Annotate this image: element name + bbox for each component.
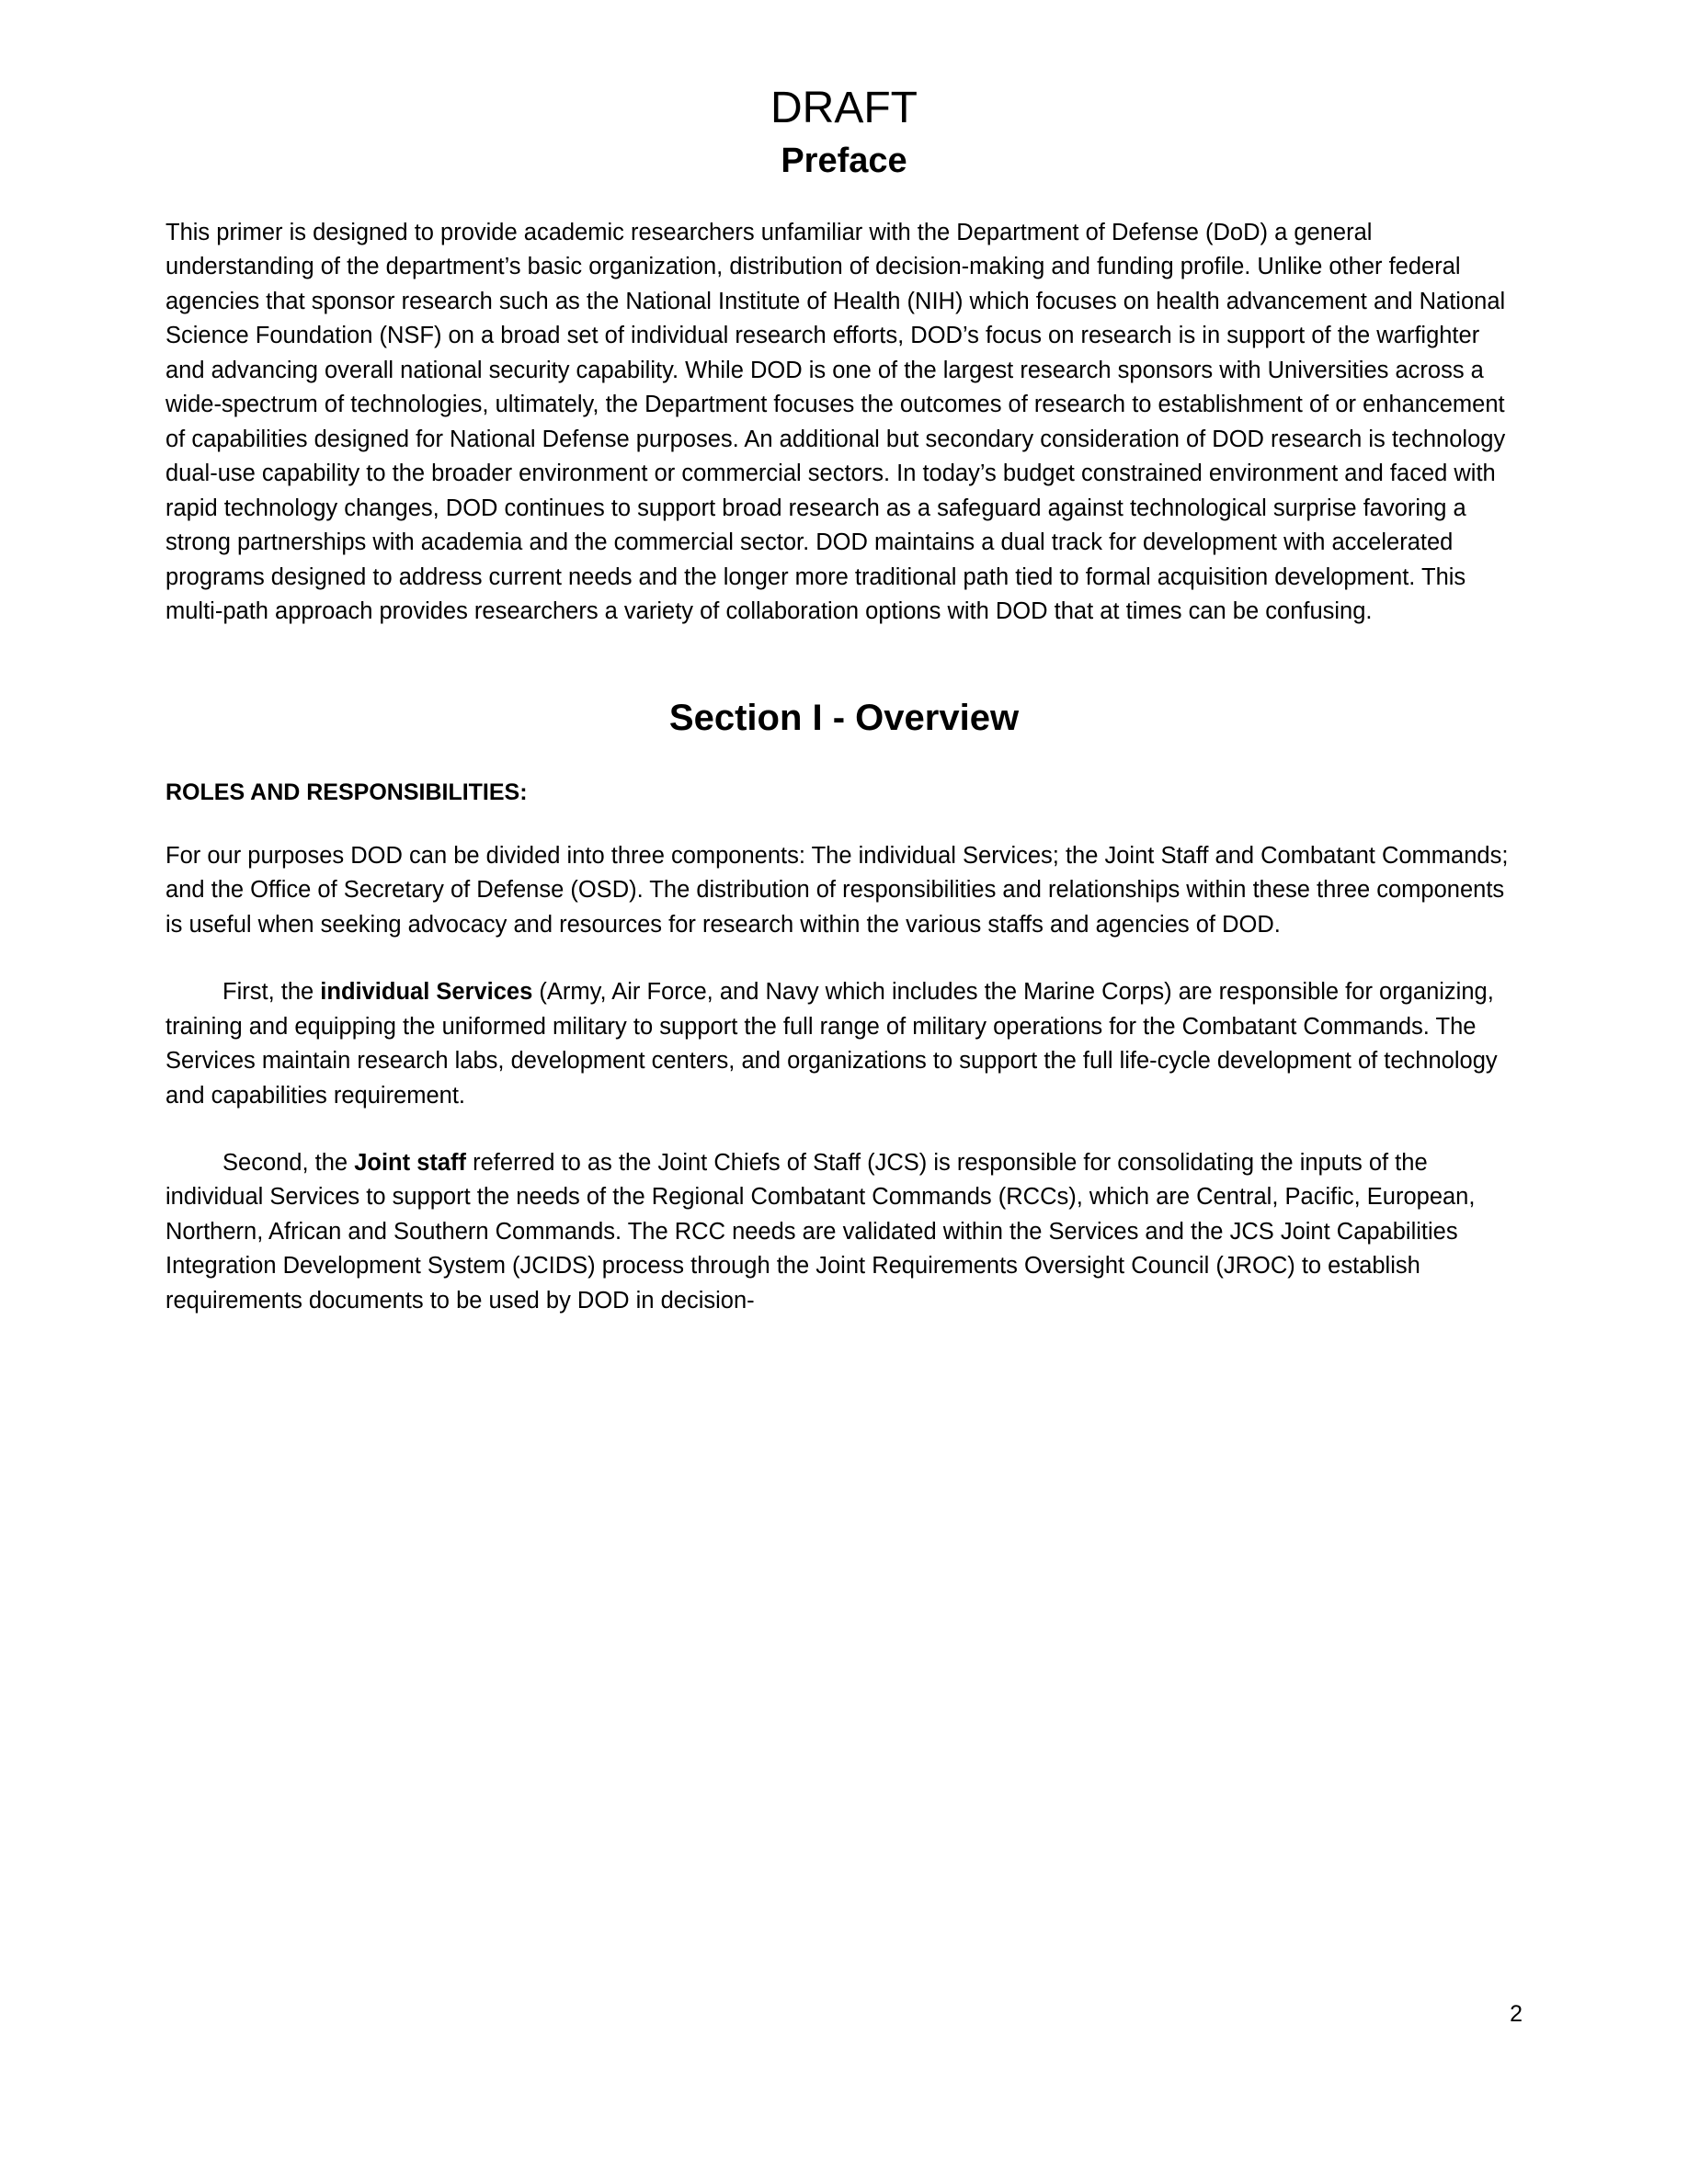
second-paragraph-emphasis: Joint staff [354, 1149, 467, 1176]
first-paragraph-emphasis: individual Services [320, 979, 533, 1006]
page-number: 2 [1510, 2001, 1523, 2027]
first-services-paragraph [165, 975, 1523, 1113]
second-paragraph-lead: Second, the [222, 1149, 355, 1176]
preface-heading: Preface [781, 142, 907, 181]
roles-and-responsibilities-paragraph: For our purposes DOD can be divided into three components: The individual Services; the Joint Staff and Combatant Commands; and the Office of Secretary of Defense (OSD). The distribution of responsibilities and relationships within these three components is useful when seeking advocacy and resources for research within the various staffs and agencies of DOD. [165, 842, 1509, 938]
document-title: DRAFT [770, 84, 918, 132]
section-heading-overview: Section I - Overview [668, 697, 1020, 738]
roles-and-responsibilities-heading: ROLES AND RESPONSIBILITIES: [165, 779, 528, 805]
second-joint-staff-paragraph [165, 1146, 1523, 1318]
first-paragraph-lead: First, the [222, 979, 321, 1006]
first-paragraph-rest: (Army, Air Force, and Navy which includes the Marine Corps) are responsible for organizing, training and equipping the uniformed military to support the full range of military operations for the Combatant Commands. The Services maintain research labs, development centers, and organizations to support the full life-cycle development of technology and capabilities requirement. [165, 979, 1498, 1109]
preface-paragraph: This primer is designed to provide academic researchers unfamiliar with the Department of Defense (DoD) a general understanding of the department’s basic organization, distribution of decision-making and funding profile. Unlike other federal agencies that sponsor research such as the National Institute of Health (NIH) which focuses on health advancement and National Science Foundation (NSF) on a broad set of individual research efforts, DOD’s focus on research is in support of the warfighter and advancing overall national security capability. While DOD is one of the largest research sponsors with Universities across a wide-spectrum of technologies, ultimately, the Department focuses the outcomes of research to establishment of or enhancement of capabilities designed for National Defense purposes. An additional but secondary consideration of DOD research is technology dual-use capability to the broader environment or commercial sectors. In today’s budget constrained environment and faced with rapid technology changes, DOD continues to support broad research as a safeguard against technological surprise favoring a strong partnerships with academia and the commercial sector. DOD maintains a dual track for development with accelerated programs designed to address current needs and the longer more traditional path tied to formal acquisition development. This multi-path approach provides researchers a variety of collaboration options with DOD that at times can be confusing. [165, 219, 1506, 625]
second-paragraph-rest: referred to as the Joint Chiefs of Staff (JCS) is responsible for consolidating the inputs of the individual Services to support the needs of the Regional Combatant Commands (RCCs), which are Central, Pacific, European, Northern, African and Southern Commands. The RCC needs are validated within the Services and the JCS Joint Capabilities Integration Development System (JCIDS) process through the Joint Requirements Oversight Council (JROC) to establish requirements documents to be used by DOD in decision- [165, 1149, 1476, 1314]
